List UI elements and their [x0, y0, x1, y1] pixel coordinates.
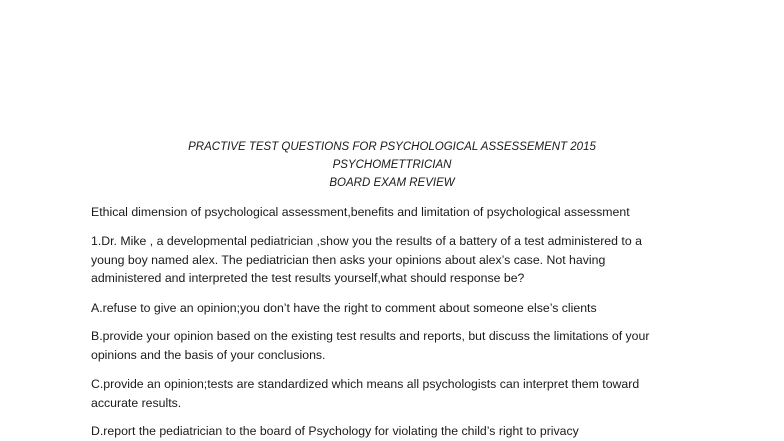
option-b-line-2: opinions and the basis of your conclusions.: [91, 347, 326, 362]
document-subtitle-2: BOARD EXAM REVIEW: [329, 177, 455, 189]
option-c: [91, 375, 731, 412]
option-c-line-2: accurate results.: [91, 395, 182, 410]
option-b-line-1: B.provide your opinion based on the existing test results and reports, but discuss the limitations of your: [91, 329, 650, 343]
option-a: [91, 299, 731, 318]
option-d: [91, 422, 731, 441]
question-1-line-3: administered and interpreted the test results yourself,what should response be?: [91, 271, 525, 286]
option-a-line-1: A.refuse to give an opinion;you don’t have the right to comment about someone else’s clients: [91, 301, 597, 315]
question-1: [91, 232, 731, 288]
question-1-line-1: 1.Dr. Mike , a developmental pediatrician ,show you the results of a battery of a test administered to a: [91, 234, 642, 248]
option-b: [91, 327, 731, 364]
option-c-line-1: C.provide an opinion;tests are standardized which means all psychologists can interpret them toward: [91, 377, 640, 391]
document-subtitle: PSYCHOMETTRICIAN: [332, 159, 452, 171]
option-d-line-1: D.report the pediatrician to the board of Psychology for violating the child’s right to privacy: [91, 424, 579, 438]
document-title: PRACTIVE TEST QUESTIONS FOR PSYCHOLOGICAL ASSESSEMENT 2015: [188, 141, 596, 153]
topic-line: Ethical dimension of psychological assessment,benefits and limitation of psychological assessment: [91, 205, 630, 219]
question-1-line-2: young boy named alex. The pediatrician then asks your opinions about alex’s case. Not having: [91, 252, 606, 267]
